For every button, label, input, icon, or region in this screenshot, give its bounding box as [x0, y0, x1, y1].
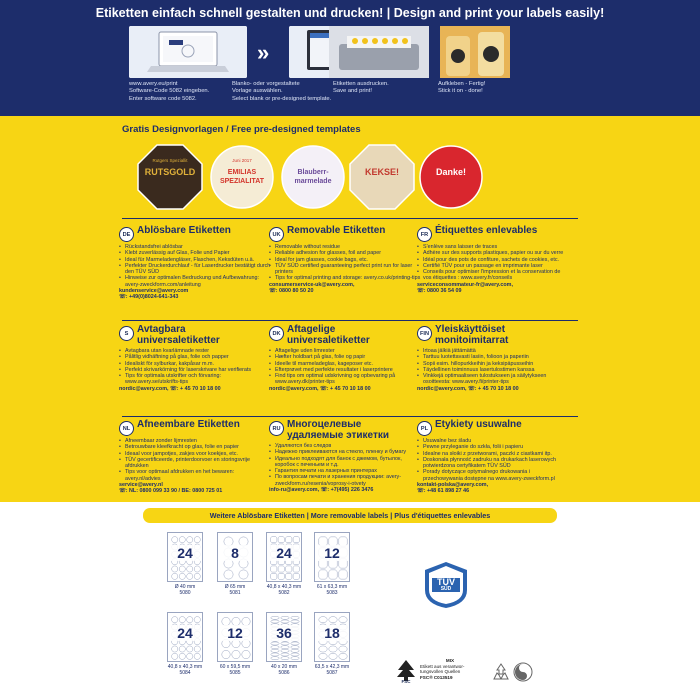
badge-subtext: Rutgers Speziallit	[152, 158, 188, 163]
block-title-line: universaletiketter	[137, 334, 220, 346]
block-title-line: Avtagbara	[137, 324, 186, 335]
language-block-s	[119, 325, 271, 392]
feature-item: • TÜV SÜD certified guaranteeing perfect print run for laser printers	[269, 263, 421, 276]
feature-item: • По вопросам печати и хранения продукции: avery-zweckform.ru/resenia/voprosy-i-otvety	[269, 474, 421, 487]
feature-item: • Hæfter holdbart på glas, folie og papir	[269, 354, 421, 360]
feature-item: • Porady dotyczące optymalnego drukowania i przechowywania dostępne na www.avery-zweckform.pl	[417, 469, 569, 482]
block-title	[287, 226, 385, 237]
badge-text: KEKSE!	[364, 167, 399, 177]
feature-item: • Идеально подходят для банок с джемом, бутылок, коробок с печеньем и т.д.	[269, 456, 421, 469]
divider	[122, 416, 578, 417]
language-block-fr	[417, 226, 569, 294]
language-code: DK	[269, 326, 284, 341]
feature-item: • Rückstandsfrei ablösbar	[119, 244, 271, 250]
sheet-caption	[207, 664, 263, 676]
arrow-icon: »	[257, 40, 264, 65]
fsc-text	[420, 658, 480, 680]
contact-line[interactable]: info-ru@avery.com, ☏: +7(495) 226 3476	[269, 487, 374, 494]
fsc-logo-icon	[394, 658, 418, 684]
language-code: FIN	[417, 326, 432, 341]
language-code: DE	[119, 227, 134, 242]
block-title-line: universaletiketter	[287, 334, 370, 346]
printer-icon	[329, 26, 429, 78]
label-sheet-5080	[167, 532, 203, 582]
caption-line: Enter software code 5082.	[129, 95, 197, 102]
feature-item: • Avtagbara utan kvarlämnade rester	[119, 348, 271, 354]
label-count: 36	[267, 625, 301, 641]
feature-list	[119, 244, 271, 288]
feature-item: • Täydellinen toiminnuus lasertulostimen kanssa	[417, 367, 569, 373]
label-count: 24	[168, 625, 202, 641]
label-sheet-5086	[266, 612, 302, 662]
feature-item: • Idealne na słoiki z przetworami, paczki z ciastkami itp.	[417, 451, 569, 457]
sheet-caption	[207, 584, 263, 596]
feature-list	[269, 443, 421, 487]
feature-list	[417, 438, 569, 482]
feature-item: • Removable without residue	[269, 244, 421, 250]
caption-line: Select blank or pre-designed template.	[232, 95, 332, 102]
divider	[122, 320, 578, 321]
block-title	[137, 226, 231, 237]
language-block-ru	[269, 420, 421, 493]
block-title	[137, 325, 220, 346]
feature-item: • Certifié TÜV pour un passage en imprimante laser	[417, 263, 569, 269]
feature-item: • Efterprøvet med perfekte resultater i laserprintere	[269, 367, 421, 373]
feature-item: • Pewne przyleganie do szkła, folii i papieru	[417, 444, 569, 450]
contact-line[interactable]: nordic@avery.com, ☏: + 45 70 10 18 00	[119, 385, 221, 392]
feature-item: • Idealiskt för sylburkar, kakpåsar m.m.	[119, 361, 271, 367]
caption-line: Save and print!	[333, 88, 372, 95]
block-title-line: Afneembare Etiketten	[137, 419, 240, 430]
block-title-line: Etykiety usuwalne	[435, 419, 522, 430]
caption-line: Software-Code 5082 eingeben.	[129, 88, 210, 95]
feature-item: • Idéal pour des pots de confiture, sachets de cookies, etc.	[417, 257, 569, 263]
label-size: 61 x 63,3 mm	[316, 584, 348, 590]
product-code: 5084	[179, 670, 191, 676]
step-2-caption	[232, 81, 332, 103]
feature-item: • Reliable adhesion for glasses, foil and paper	[269, 250, 421, 256]
fsc-line: Etikett aus verantwor-	[420, 663, 465, 669]
feature-item: • Adhère sur des supports plastiques, papier ou sur du verre	[417, 250, 569, 256]
feature-item: • Pålitlig vidhäftning på glas, folie och papper	[119, 354, 271, 360]
product-code: 5082	[278, 590, 290, 596]
block-title-line: Aftagelige	[287, 324, 336, 335]
label-size: 40,8 x 40,3 mm	[167, 664, 203, 670]
contact-line[interactable]: service@avery.nl	[119, 482, 163, 489]
step-4-caption	[438, 81, 538, 96]
contact-line[interactable]: ☏: +48 61 898 27 46	[417, 488, 470, 495]
sheet-caption	[157, 664, 213, 676]
laptop-icon	[129, 26, 247, 78]
templates-heading: Gratis Designvorlagen / Free pre-designed templates	[122, 124, 361, 135]
language-block-nl	[119, 420, 271, 495]
product-code: 5081	[229, 590, 241, 596]
feature-item: • Гарантия печати на лазерных принтерах	[269, 468, 421, 474]
label-count: 24	[267, 545, 301, 561]
label-sheet-5083	[314, 532, 350, 582]
badge-subtext: Juni 2017	[232, 158, 252, 163]
block-title-line: Removable Etiketten	[287, 225, 386, 236]
feature-item: • Sopii esim. hillopurkkeihin ja keksipäpusseihin	[417, 361, 569, 367]
label-sheet-5087	[314, 612, 350, 662]
feature-item: • Ideal für Marmeladengläser, Flaschen, Keksdüten u.ä.	[119, 257, 271, 263]
feature-item: • TÜV gecertificeerde, printerdoorvoer en storingsvrije afdrukken	[119, 457, 271, 470]
block-title-line: Ablösbare Etiketten	[137, 225, 231, 236]
label-size: 40,8 x 40,3 mm	[266, 584, 302, 590]
language-block-de	[119, 226, 271, 301]
language-block-fin	[417, 325, 569, 392]
block-title	[435, 420, 522, 431]
feature-item: • Find tips om optimal udskrivning og opbevaring på www.avery.dk/printer-tips	[269, 373, 421, 386]
feature-item: • Tips för optimala utskrifter och förvaring: www.avery.se/utskrifts-tips	[119, 373, 271, 386]
block-title	[137, 420, 240, 431]
feature-item: • Hinweise zur optimalen Bedruckung und Aufbewahrung: avery-zweckform.com/anleitung	[119, 275, 271, 288]
feature-list	[119, 348, 271, 386]
language-code: RU	[269, 421, 284, 436]
badge-text: RUTSGOLD	[144, 167, 196, 177]
template-badge	[349, 144, 415, 210]
product-code: 5083	[326, 590, 338, 596]
feature-item: • Надежно приклеиваются на стекло, пленку и бумагу	[269, 449, 421, 455]
feature-item: • Perfekt skrivarkörning för laserskrivare har verifierats	[119, 367, 271, 373]
contact-line[interactable]: consumerservice-uk@avery.com,	[269, 281, 355, 288]
contact-line[interactable]: ☏: 0800 36 54 09	[417, 288, 462, 295]
language-block-uk	[269, 226, 421, 294]
product-code: 5086	[278, 670, 290, 676]
caption-line: Aufkleben - Fertig!	[438, 81, 486, 87]
template-badge	[137, 144, 203, 210]
recycling-icon	[491, 662, 511, 682]
template-badge	[280, 144, 346, 210]
contact-line[interactable]: serviceconsommateur-fr@avery.com,	[417, 281, 513, 288]
feature-item: • Betrouwbare kleefkracht op glas, folie en papier	[119, 444, 271, 450]
feature-item: • Vinkkejä optimaaliseen tulostukseen ja säilytykseen osoitteesta: www.avery.fi/printer-tips	[417, 373, 569, 386]
label-sheet-5084	[167, 612, 203, 662]
feature-item: • Usuwalne bez śladu	[417, 438, 569, 444]
feature-item: • S'enlève sans laisser de traces	[417, 244, 569, 250]
step-4-image	[440, 26, 510, 78]
label-sheet-5082	[266, 532, 302, 582]
tuv-sub-label: SÜD	[440, 586, 452, 592]
step-1-caption	[129, 81, 247, 103]
badge-text: Danke!	[435, 167, 466, 177]
label-count: 18	[315, 625, 349, 641]
block-title	[287, 325, 370, 346]
label-count: 12	[315, 545, 349, 561]
language-code: NL	[119, 421, 134, 436]
contact-line[interactable]: ☏: NL: 0800 099 33 90 / BE: 0800 725 01	[119, 488, 223, 495]
caption-line: Stick it on - done!	[438, 88, 483, 95]
feature-item: • Perfekter Druckerdurchlauf - für Laserdrucker bestätigt durch den TÜV SÜD	[119, 263, 271, 276]
feature-item: • Irtoaa jälkiä jättämättä	[417, 348, 569, 354]
fsc-label: FSC	[401, 679, 411, 684]
feature-item: • Ideaal voor jampotjes, zakjes voor koekjes, etc.	[119, 451, 271, 457]
feature-item: • Tips voor optimaal afdrukken en het bewaren: avery.nl/advies	[119, 469, 271, 482]
feature-item: • Conseils pour optimiser l'impression et la conservation de vos étiquettes : www.avery.fr/conseils	[417, 269, 569, 282]
more-labels-heading: Weitere Ablösbare Etiketten | More removable labels | Plus d'étiquettes enlevables	[143, 508, 557, 523]
product-code: 5085	[229, 670, 241, 676]
tuv-label: TÜV	[437, 577, 455, 587]
green-dot-icon	[513, 662, 533, 682]
sheet-caption	[304, 584, 360, 596]
contact-line[interactable]: ☏: 0800 80 50 20	[269, 288, 314, 295]
badge-text: EMILIAS SPEZIALITAT	[219, 169, 265, 185]
feature-item: • Afneembaar zonder lijmresten	[119, 438, 271, 444]
badge-text: Blauberr- marmelade	[294, 169, 332, 185]
block-title-line: Étiquettes enlevables	[435, 225, 538, 236]
language-block-dk	[269, 325, 421, 392]
fsc-code: FSC® C013519	[420, 674, 453, 680]
sheet-caption	[157, 584, 213, 596]
jars-icon	[440, 26, 510, 78]
feature-item: • Doskonała płynność zadruku na drukarkach laserowych potwierdzona certyfikatem TÜV SÜD	[417, 457, 569, 470]
step-3-image	[329, 26, 429, 78]
step-3-caption	[333, 81, 433, 96]
block-title	[435, 226, 537, 237]
fsc-line: tungsvollen Quellen	[420, 669, 461, 675]
product-code: 5080	[179, 590, 191, 596]
language-code: UK	[269, 227, 284, 242]
language-code: FR	[417, 227, 432, 242]
block-title	[287, 420, 389, 441]
label-sheet-5085	[217, 612, 253, 662]
block-title-line: удаляемые этикетки	[287, 429, 390, 441]
fsc-mix: MIX	[445, 658, 455, 663]
template-badge	[418, 144, 484, 210]
label-count: 12	[218, 625, 252, 641]
label-size: 40 x 20 mm	[270, 664, 298, 670]
label-count: 24	[168, 545, 202, 561]
feature-item: • Ideal for jam glasses, cookie bags, etc.	[269, 257, 421, 263]
divider	[122, 218, 578, 219]
feature-item: • Удаляются без следов	[269, 443, 421, 449]
label-size: 60 x 59,5 mm	[219, 664, 251, 670]
caption-line: Etiketten ausdrucken.	[333, 81, 389, 87]
block-title-line: monitoimitarrat	[435, 334, 509, 346]
feature-item: • Klebt zuverlässig auf Glas, Folie und Papier	[119, 250, 271, 256]
feature-list	[417, 348, 569, 386]
contact-line[interactable]: nordic@avery.com, ☏: + 45 70 10 18 00	[417, 385, 519, 392]
template-badge	[209, 144, 275, 210]
caption-line[interactable]: www.avery.eu/print	[129, 81, 178, 87]
product-code: 5087	[326, 670, 338, 676]
feature-list	[119, 438, 271, 482]
feature-list	[417, 244, 569, 282]
contact-line[interactable]: nordic@avery.com, ☏: + 45 70 10 18 00	[269, 385, 371, 392]
step-1-image	[129, 26, 247, 78]
caption-line: Blanko- oder vorgestaltete	[232, 81, 300, 87]
feature-list	[269, 348, 421, 386]
label-size: 63,5 x 42,3 mm	[314, 664, 350, 670]
block-title-line: Yleiskäyttöiset	[435, 324, 506, 335]
contact-line[interactable]: kundenservice@avery.com	[119, 288, 189, 295]
label-count: 8	[218, 545, 252, 561]
label-size: Ø 65 mm	[224, 584, 246, 590]
contact-line[interactable]: ☏: +49(0)8024-641-343	[119, 294, 179, 301]
language-code: PL	[417, 421, 432, 436]
feature-item: • Ideelle til marmeladeglas, kageposer etc.	[269, 361, 421, 367]
caption-line: Vorlage auswählen.	[232, 88, 283, 95]
label-sheet-5081	[217, 532, 253, 582]
label-size: Ø 40 mm	[174, 584, 196, 590]
feature-list	[269, 244, 421, 282]
language-block-pl	[417, 420, 569, 495]
sheet-caption	[304, 664, 360, 676]
tuv-certificate-icon	[421, 560, 471, 610]
contact-line[interactable]: kontakt-polska@avery.com,	[417, 482, 489, 489]
feature-item: • Aftagelige uden limrester	[269, 348, 421, 354]
banner-title: Etiketten einfach schnell gestalten und drucken! | Design and print your labels easily!	[95, 6, 605, 20]
block-title-line: Многоцелевые	[287, 419, 362, 430]
language-code: S	[119, 326, 134, 341]
block-title	[435, 325, 508, 346]
feature-item: • Tarttuu luotettavasti lasiin, folioon ja paperiin	[417, 354, 569, 360]
feature-item: • Tips for optimal printing and storage: avery.co.uk/printing-tips	[269, 275, 421, 281]
